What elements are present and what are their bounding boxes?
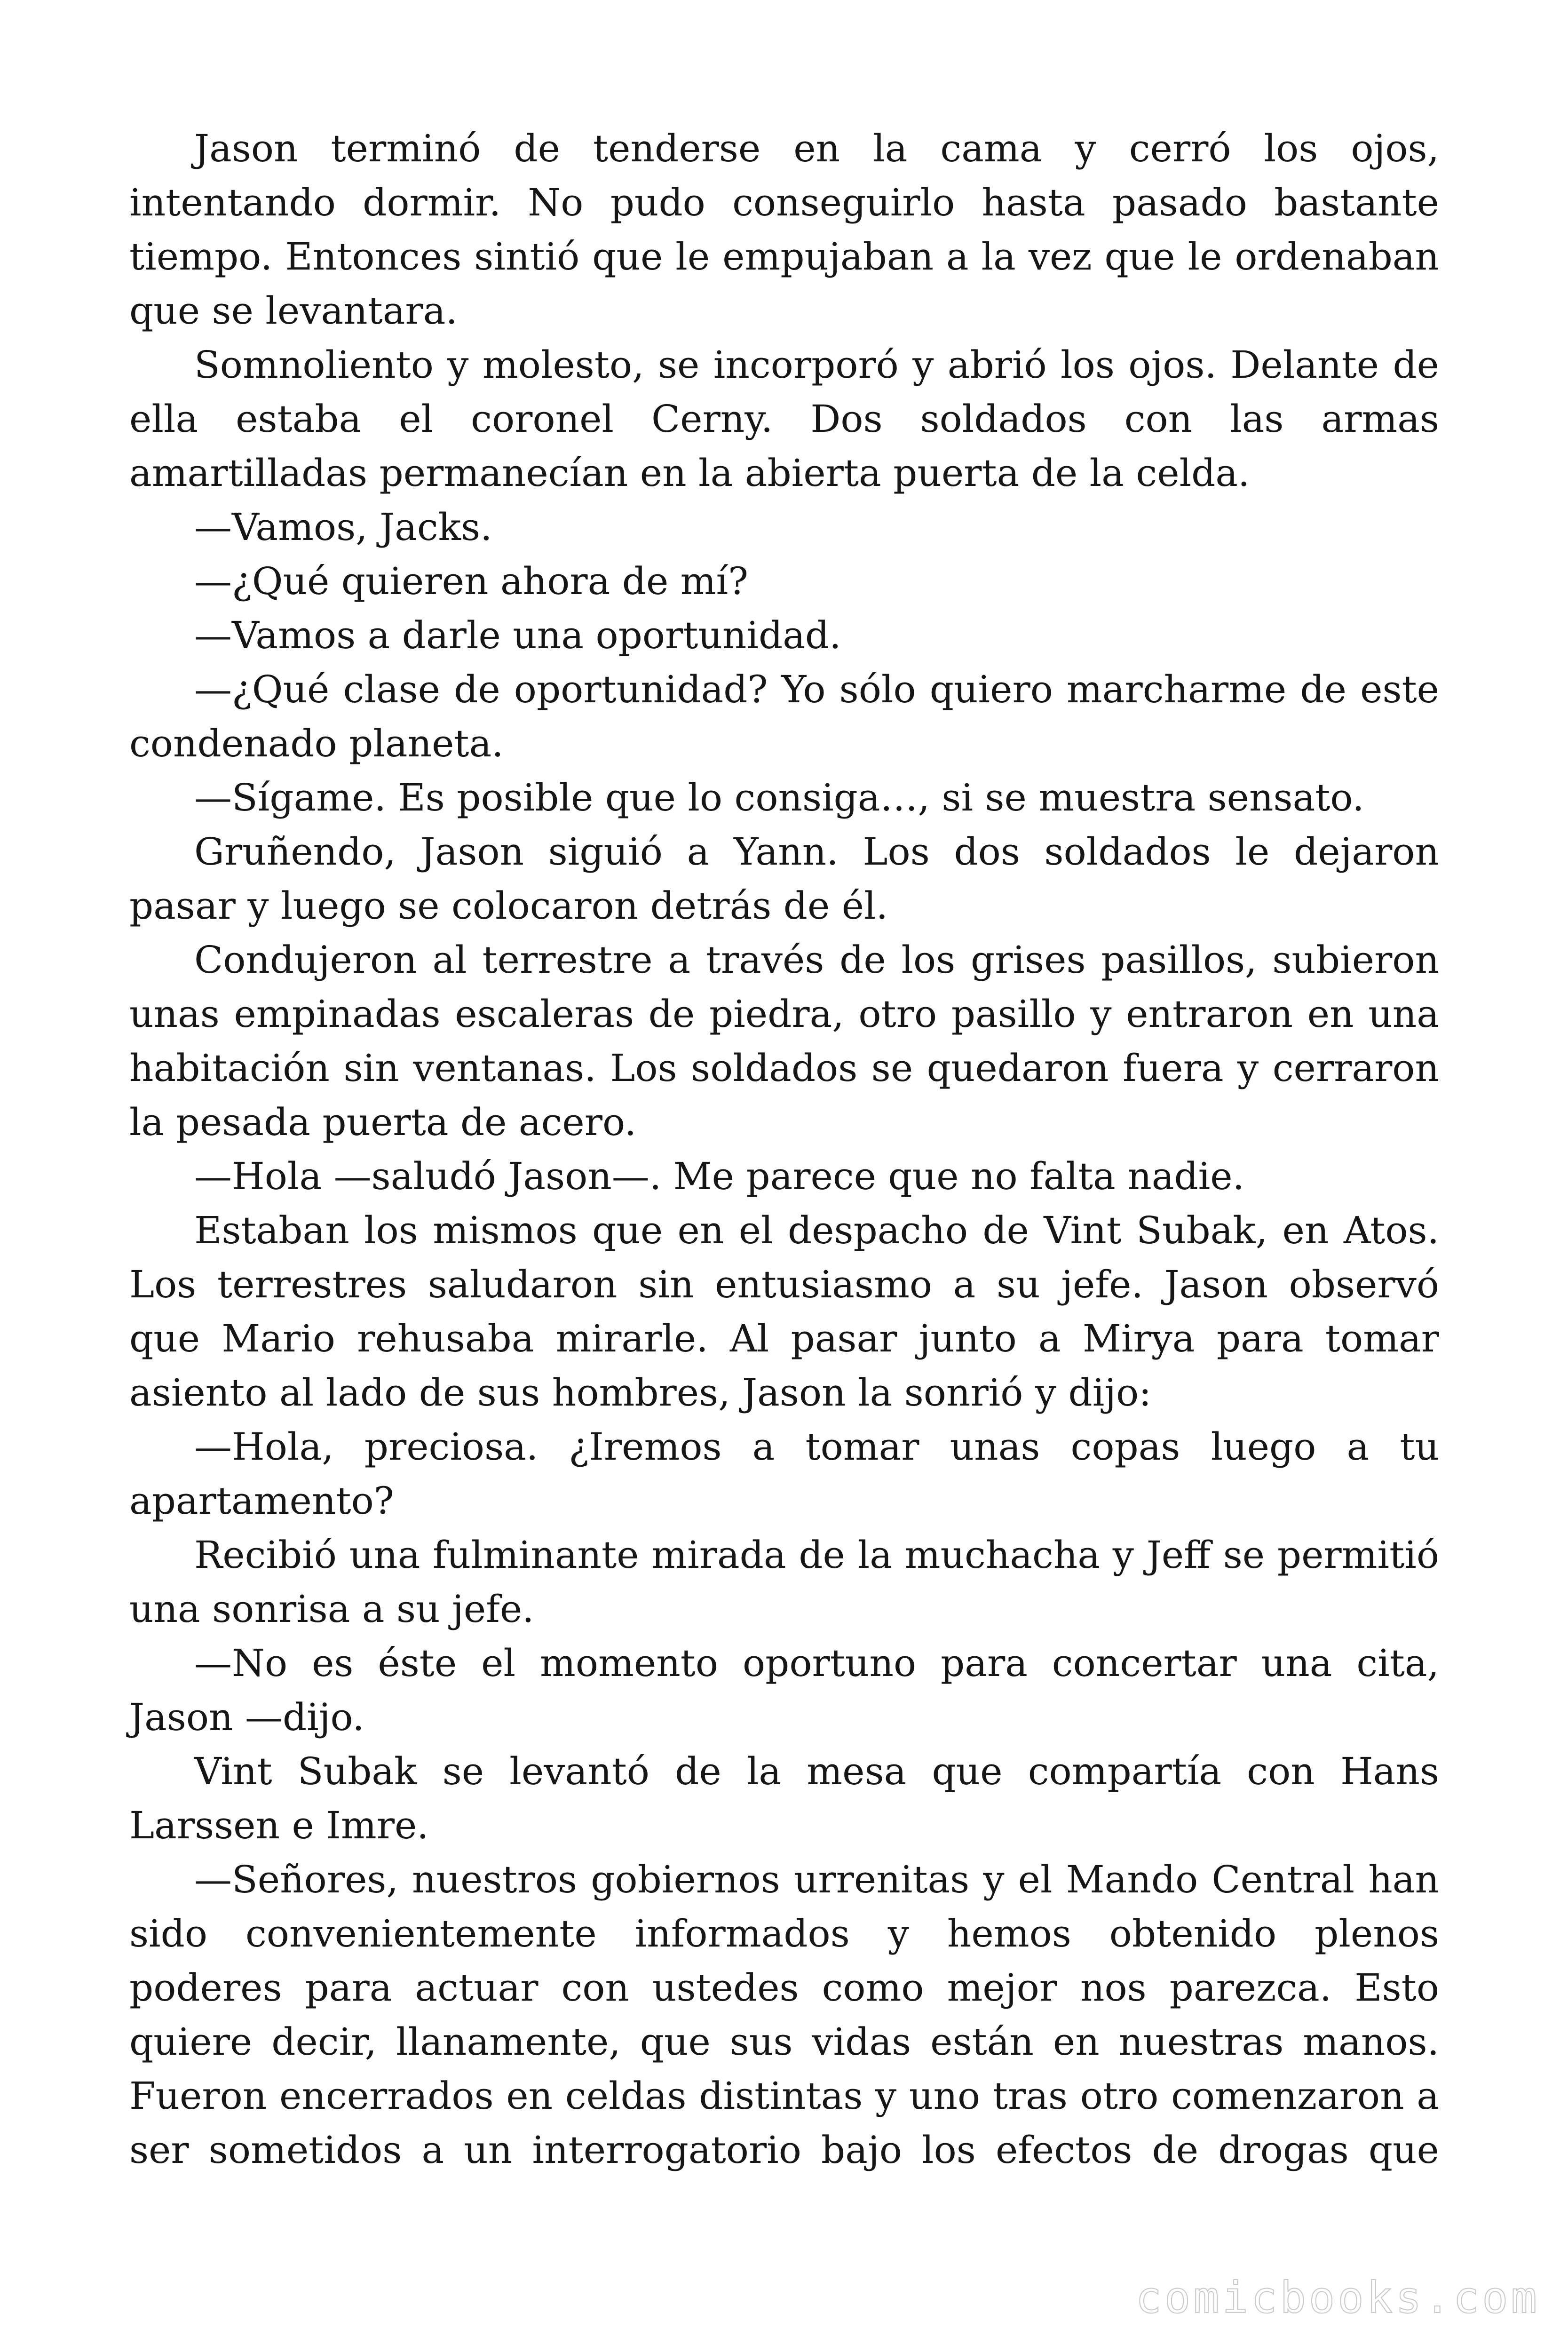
paragraph: —Sígame. Es posible que lo consiga…, si se muestra sensato. <box>194 776 1364 819</box>
paragraph: —Hola —saludó Jason—. Me parece que no falta nadie. <box>194 1154 1245 1198</box>
paragraph: Estaban los mismos que en el despacho de Vint Subak, en Atos. Los terrestres saludaron sin entusiasmo a su jefe. Jason observó que Mario rehusaba mirarle. Al pasar junto a Mirya para tomar asiento al lado de sus hombres, Jason la sonrió y dijo: <box>129 1208 1439 1414</box>
paragraph: —Vamos, Jacks. <box>194 505 492 549</box>
book-page-text <box>129 121 1439 2172</box>
paragraph: Vint Subak se levantó de la mesa que compartía con Hans Larssen e Imre. <box>129 1749 1439 1847</box>
paragraph: Jason terminó de tenderse en la cama y cerró los ojos, intentando dormir. No pudo conseguirlo hasta pasado bastante tiempo. Entonces sintió que le empujaban a la vez que le ordenaban que se levantara. <box>129 127 1439 333</box>
paragraph: —Señores, nuestros gobiernos urrenitas y el Mando Central han sido convenientemente informados y hemos obtenido plenos poderes para actuar con ustedes como mejor nos parezca. Esto quiere decir, llanamente, que sus vidas están en nuestras manos. Fueron encerrados en celdas distintas y uno tras otro comenzaron a ser sometidos a un interrogatorio bajo los efectos de drogas que <box>129 1858 1439 2172</box>
paragraph: —No es éste el momento oportuno para concertar una cita, Jason —dijo. <box>129 1641 1439 1739</box>
paragraph: Gruñendo, Jason siguió a Yann. Los dos soldados le dejaron pasar y luego se colocaron detrás de él. <box>129 830 1439 928</box>
paragraph: —¿Qué quieren ahora de mí? <box>194 559 749 603</box>
paragraph: —¿Qué clase de oportunidad? Yo sólo quiero marcharme de este condenado planeta. <box>129 667 1439 765</box>
paragraph: —Hola, preciosa. ¿Iremos a tomar unas copas luego a tu apartamento? <box>129 1425 1439 1523</box>
paragraph: Somnoliento y molesto, se incorporó y abrió los ojos. Delante de ella estaba el coronel Cerny. Dos soldados con las armas amartilladas permanecían en la abierta puerta de la celda. <box>129 343 1439 495</box>
paragraph: —Vamos a darle una oportunidad. <box>194 613 841 657</box>
watermark: comicbooks.com <box>1135 2273 1540 2323</box>
paragraph: Recibió una fulminante mirada de la muchacha y Jeff se permitió una sonrisa a su jefe. <box>129 1533 1439 1631</box>
paragraph: Condujeron al terrestre a través de los grises pasillos, subieron unas empinadas escaleras de piedra, otro pasillo y entraron en una habitación sin ventanas. Los soldados se quedaron fuera y cerraron la pesada puerta de acero. <box>129 938 1439 1144</box>
